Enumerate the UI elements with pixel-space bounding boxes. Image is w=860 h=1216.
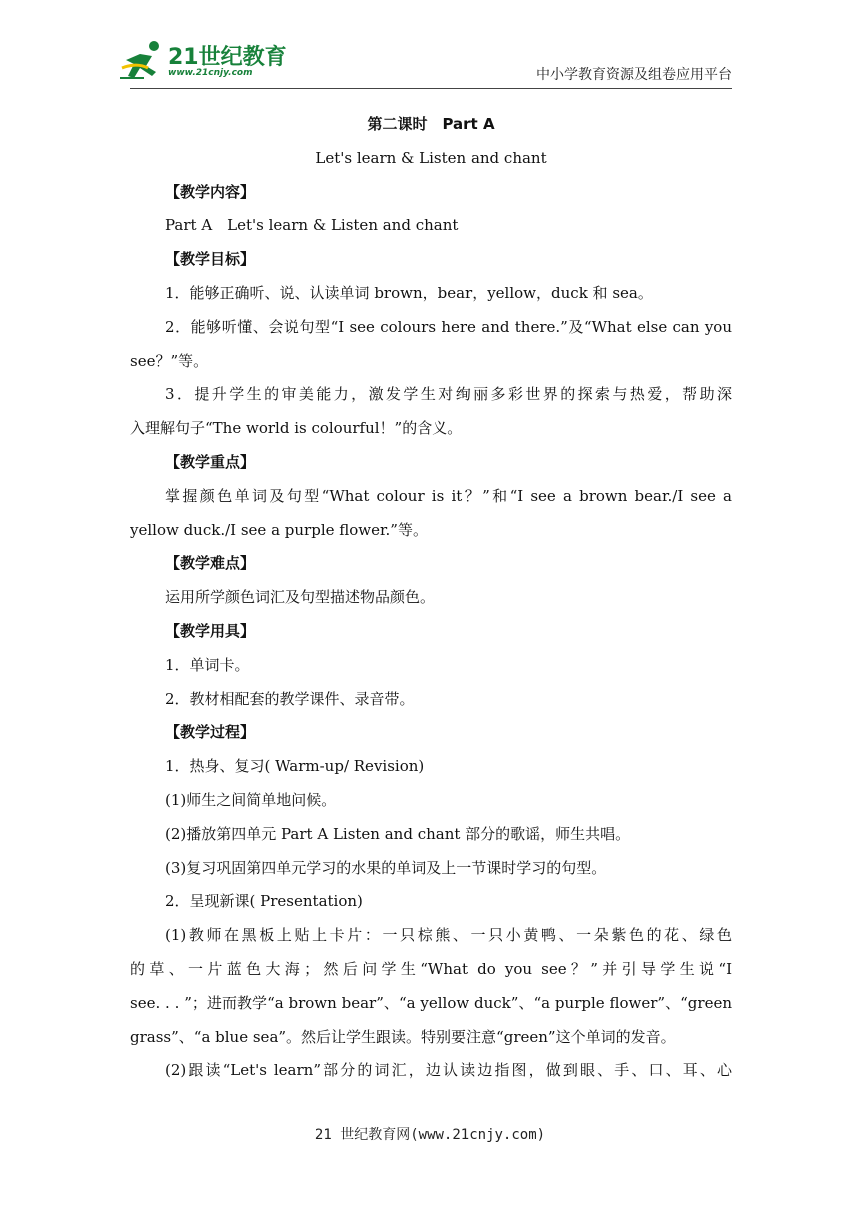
paragraph: 1．热身、复习( Warm-up/ Revision) [165,757,425,776]
paragraph: 2．能够听懂、会说句型“I see colours here and there.”及“What else can you [165,317,732,336]
paragraph: (2)跟读“Let's learn”部分的词汇，边认读边指图，做到眼、手、口、耳、心 [165,1061,732,1080]
platform-tagline: 中小学教育资源及组卷应用平台 [536,67,732,83]
lesson-title: 第二课时 Part A [367,115,495,133]
page-footer: 21 世纪教育网(www.21cnjy.com) [314,1127,546,1143]
paragraph: (1)教师在黑板上贴上卡片：一只棕熊、一只小黄鸭、一朵紫色的花、绿色 [165,926,732,945]
paragraph: 2．呈现新课( Presentation) [165,892,363,911]
paragraph: (2)播放第四单元 Part A Listen and chant 部分的歌谣，师生共唱。 [165,824,631,843]
paragraph: 3．提升学生的审美能力，激发学生对绚丽多彩世界的探索与热爱，帮助深 [165,385,732,404]
paragraph: 的草、一片蓝色大海；然后问学生“What do you see？”并引导学生说“I [130,959,732,978]
section-heading-process: 【教学过程】 [165,723,256,742]
paragraph: (1)师生之间简单地问候。 [165,790,337,809]
paragraph: see. . . ”；进而教学“a brown bear”、“a yellow duck”、“a purple flower”、“green [130,993,732,1012]
section-heading-materials: 【教学用具】 [165,621,256,640]
paragraph: 掌握颜色单词及句型“What colour is it？”和“I see a brown bear./I see a [165,486,732,505]
section-heading-objectives: 【教学目标】 [165,250,256,269]
section-heading-difficulties: 【教学难点】 [165,554,256,573]
header-divider [130,88,732,89]
paragraph: 2．教材相配套的教学课件、录音带。 [165,689,415,708]
page-header [0,0,860,96]
logo-url: www.21cnjy.com [168,68,253,78]
document-body [130,108,732,1088]
logo-text: 21世纪教育 [168,45,287,70]
runner-icon [118,38,166,84]
paragraph: 运用所学颜色词汇及句型描述物品颜色。 [165,588,436,607]
paragraph: (3)复习巩固第四单元学习的水果的单词及上一节课时学习的句型。 [165,858,607,877]
paragraph: 入理解句子“The world is colourful！”的含义。 [130,419,463,438]
paragraph: Part A Let's learn & Listen and chant [165,216,459,235]
section-heading-key-points: 【教学重点】 [165,452,256,471]
paragraph: grass”、“a blue sea”。然后让学生跟读。特别要注意“green”这个单词的发音。 [130,1027,676,1046]
paragraph: yellow duck./I see a purple flower.”等。 [130,520,428,539]
paragraph: 1．能够正确听、说、认读单词 brown，bear，yellow，duck 和 sea。 [165,283,653,302]
site-logo[interactable] [118,38,288,84]
lesson-subtitle: Let's learn & Listen and chant [315,148,547,167]
paragraph: 1．单词卡。 [165,655,250,674]
paragraph: see？”等。 [130,351,209,370]
section-heading-content: 【教学内容】 [165,182,256,201]
